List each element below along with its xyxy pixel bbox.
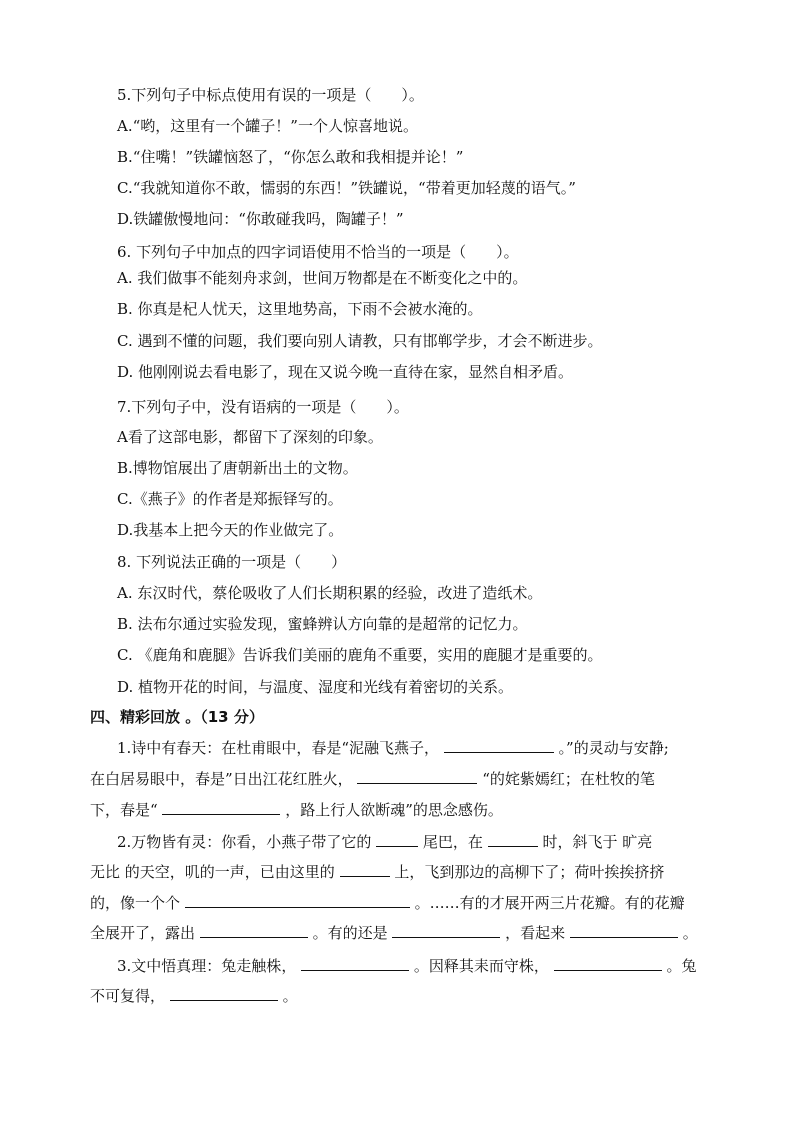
line-text: 。……有的才展开两三片花瓣。有的花瓣 <box>414 894 685 912</box>
question-8-title: 8. 下列说法正确的一项是（ ） <box>117 553 347 571</box>
section-4-line-7 <box>90 920 698 944</box>
line-text: 。”的灵动与安静; <box>558 739 669 757</box>
line-text: “的姹紫嫣红；在杜牧的笔 <box>482 770 655 788</box>
line-text: 。因释其耒而守株， <box>413 957 549 975</box>
question-5-option-c: C.“我就知道你不敢，懦弱的东西！”铁罐说，“带着更加轻蔑的语气。” <box>117 179 576 197</box>
fill-blank[interactable] <box>488 829 538 847</box>
line-text: 的，像一个个 <box>90 894 181 912</box>
fill-blank[interactable] <box>185 890 410 908</box>
question-8-option-a: A. 东汉时代，蔡伦吸收了人们长期积累的经验，改进了造纸术。 <box>117 584 543 602</box>
line-text: 尾巴，在 <box>422 833 483 851</box>
line-text: 。有的还是 <box>312 924 388 942</box>
fill-blank[interactable] <box>162 797 280 815</box>
section-4-line-6 <box>90 890 685 914</box>
line-text: 时，斜飞于 旷亮 <box>542 833 653 851</box>
line-text: 不可复得， <box>90 987 166 1005</box>
question-7-option-b: B.博物馆展出了唐朝新出土的文物。 <box>117 459 358 477</box>
question-5-option-b: B.“住嘴！”铁罐恼怒了，“你怎么敢和我相提并论！” <box>117 148 464 166</box>
fill-blank[interactable] <box>340 859 390 877</box>
question-6-option-a: A. 我们做事不能刻舟求剑，世间万物都是在不断变化之中的。 <box>117 269 528 287</box>
line-text: ，路上行人欲断魂”的思念感伤。 <box>285 801 503 819</box>
section-4-line-3 <box>90 797 503 821</box>
fill-blank[interactable] <box>392 920 500 938</box>
fill-blank[interactable] <box>200 920 308 938</box>
line-text: 上，飞到那边的高柳下了；荷叶挨挨挤挤 <box>394 863 665 881</box>
fill-blank[interactable] <box>301 953 409 971</box>
question-6-option-d: D. 他刚刚说去看电影了，现在又说今晚一直待在家，显然自相矛盾。 <box>117 363 574 381</box>
question-7-title: 7.下列句子中，没有语病的一项是（ ）。 <box>117 398 409 416</box>
line-text: 1.诗中有春天：在杜甫眼中，春是“泥融飞燕子， <box>117 739 439 757</box>
section-4-line-8 <box>117 953 696 977</box>
fill-blank[interactable] <box>357 766 477 784</box>
line-text: ，看起来 <box>505 924 566 942</box>
fill-blank[interactable] <box>170 983 278 1001</box>
line-text: 下，春是“ <box>90 801 158 819</box>
question-6-option-c: C. 遇到不懂的问题，我们要向别人请教，只有邯郸学步，才会不断进步。 <box>117 332 603 350</box>
question-5-option-a: A.“哟，这里有一个罐子！”一个人惊喜地说。 <box>117 117 418 135</box>
section-4-line-9 <box>90 983 298 1007</box>
question-6-option-b: B. 你真是杞人忧天，这里地势高，下雨不会被水淹的。 <box>117 300 483 318</box>
section-4-heading: 四、精彩回放 。（13 分） <box>90 708 264 726</box>
section-4-line-2 <box>90 766 655 790</box>
question-5-title: 5.下列句子中标点使用有误的一项是（ ）。 <box>117 86 424 104</box>
line-text: 在白居易眼中，春是”日出江花红胜火， <box>90 770 353 788</box>
fill-blank[interactable] <box>376 829 418 847</box>
line-text: 。 <box>282 987 298 1005</box>
question-5-option-d: D.铁罐傲慢地问：“你敢碰我吗，陶罐子！” <box>117 210 404 228</box>
question-8-option-d: D. 植物开花的时间，与温度、湿度和光线有着密切的关系。 <box>117 678 514 696</box>
question-7-option-d: D.我基本上把今天的作业做完了。 <box>117 521 344 539</box>
line-text: 无比 的天空，叽的一声，已由这里的 <box>90 863 335 881</box>
line-text: 3.文中悟真理：兔走触株， <box>117 957 297 975</box>
question-7-option-a: A看了这部电影，都留下了深刻的印象。 <box>117 428 383 446</box>
question-6-title: 6. 下列句子中加点的四字词语使用不恰当的一项是（ ）。 <box>117 243 519 261</box>
line-text: 全展开了，露出 <box>90 924 196 942</box>
fill-blank[interactable] <box>554 953 662 971</box>
section-4-line-4 <box>117 829 652 853</box>
fill-blank[interactable] <box>444 735 554 753</box>
line-text: 。 <box>682 924 698 942</box>
section-4-line-1 <box>117 735 669 759</box>
question-8-option-b: B. 法布尔通过实验发现，蜜蜂辨认方向靠的是超常的记忆力。 <box>117 615 528 633</box>
question-8-option-c: C. 《鹿角和鹿腿》告诉我们美丽的鹿角不重要，实用的鹿腿才是重要的。 <box>117 646 603 664</box>
line-text: 2.万物皆有灵：你看，小燕子带了它的 <box>117 833 372 851</box>
fill-blank[interactable] <box>570 920 678 938</box>
section-4-line-5 <box>90 859 664 883</box>
line-text: 。兔 <box>666 957 697 975</box>
question-7-option-c: C.《燕子》的作者是郑振铎写的。 <box>117 490 343 508</box>
